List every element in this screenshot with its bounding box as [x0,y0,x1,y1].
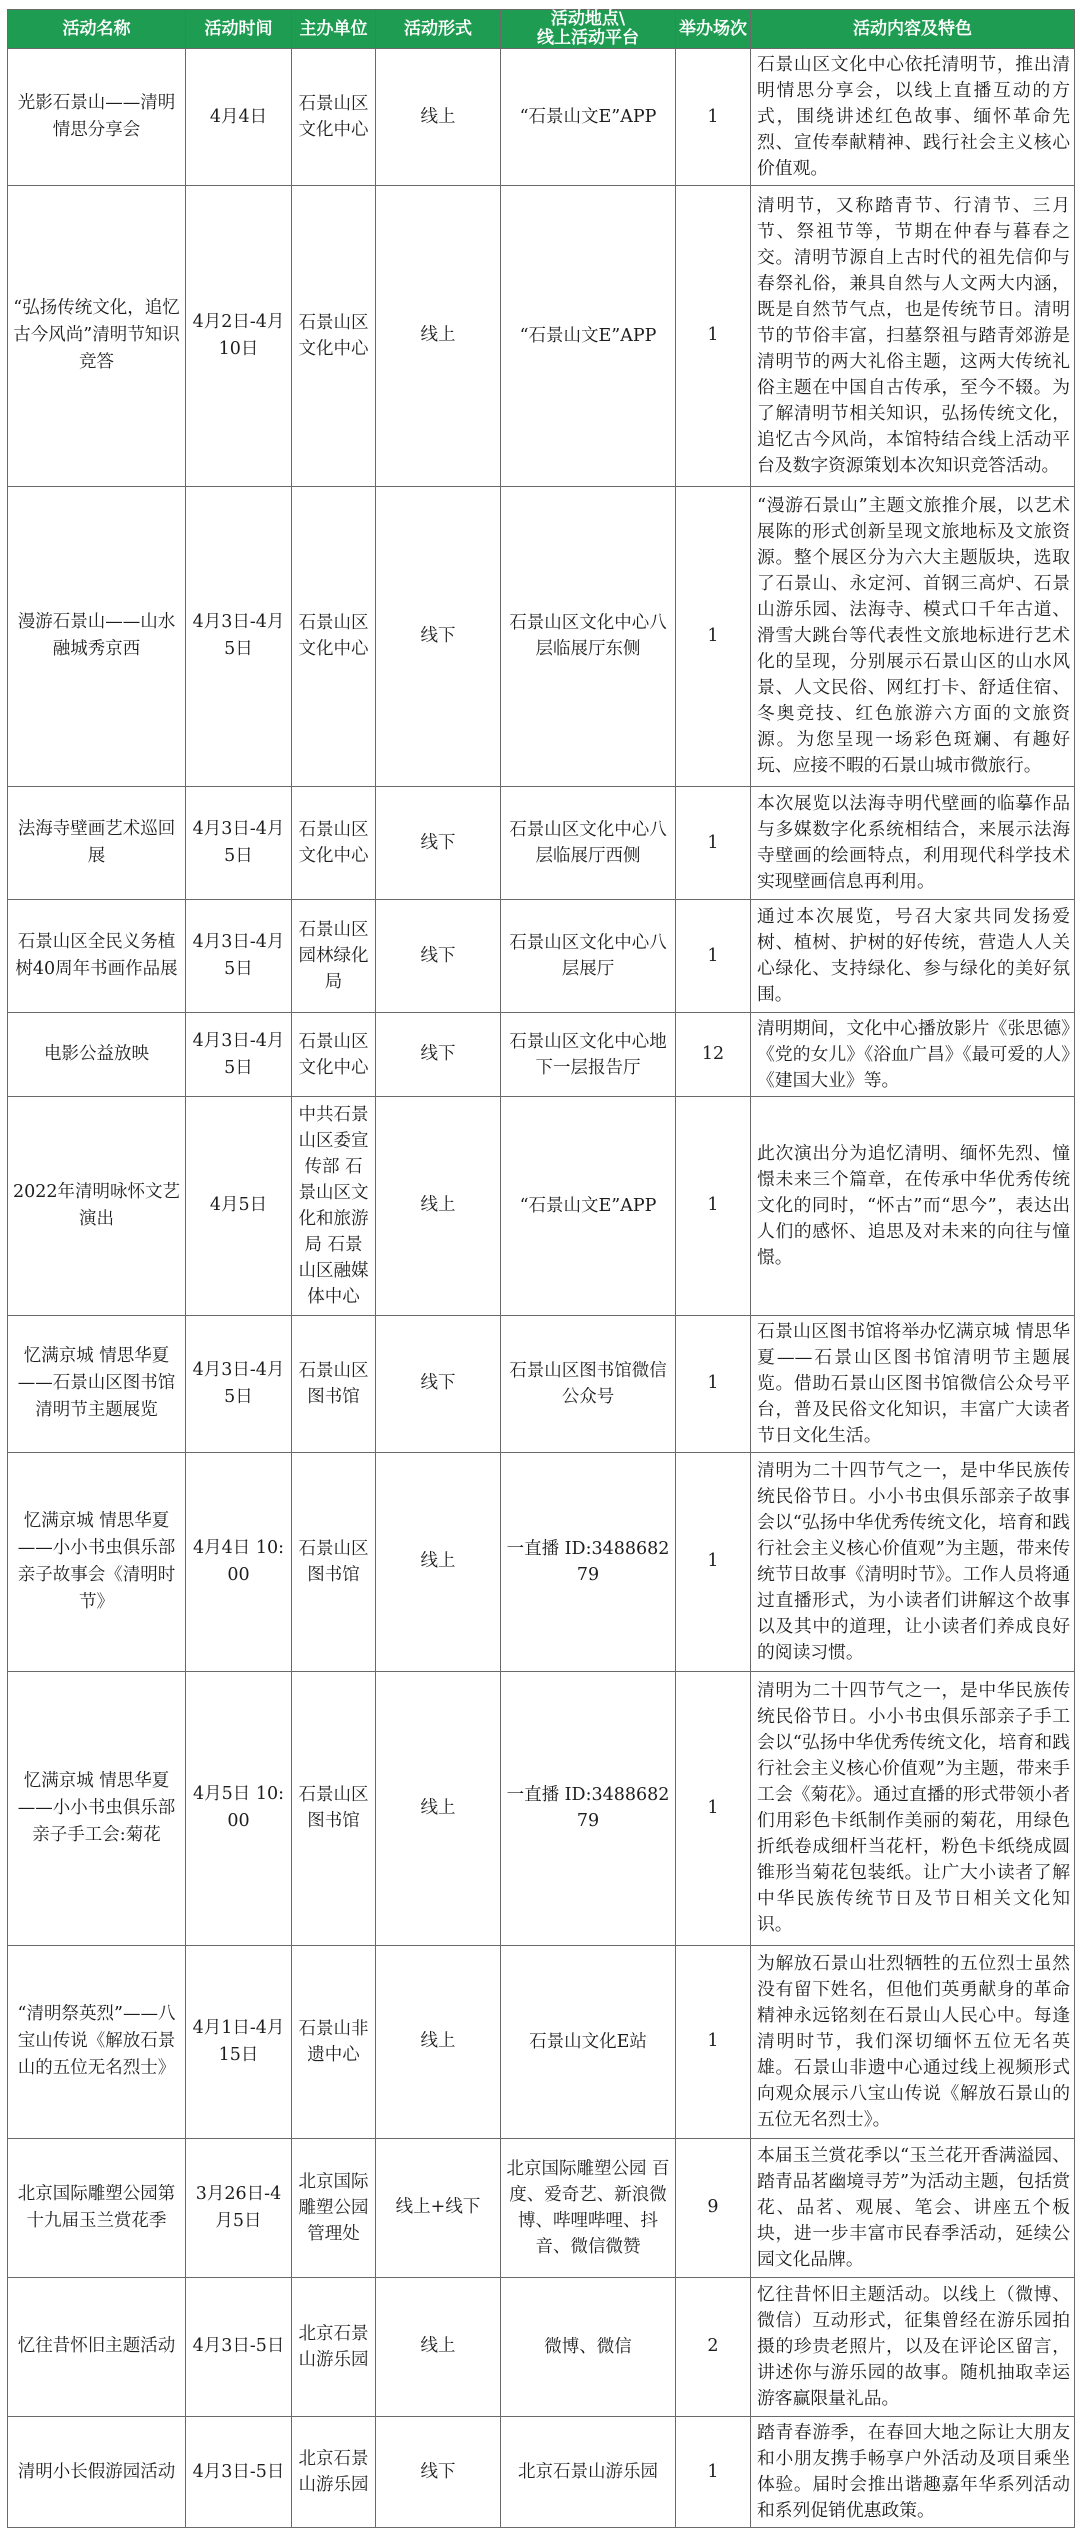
cell-venue: 石景山文化E站 [501,1945,676,2138]
table-row [8,2277,1075,2416]
cell-form: 线下 [376,900,501,1013]
cell-content: 本届玉兰赏花季以“玉兰花开香满溢园、踏青品茗幽境寻芳”为活动主题，包括赏花、品茗、观展、笔会、讲座五个板块，进一步丰富市民春季活动，延续公园文化品牌。 [751,2138,1075,2277]
header-count: 举办场次 [676,10,751,49]
cell-time: 4月3日-5日 [186,2417,292,2528]
cell-count: 1 [676,186,751,486]
cell-venue: “石景山文E”APP [501,1096,676,1315]
cell-name: 漫游石景山——山水融城秀京西 [8,486,186,786]
cell-content: 清明节，又称踏青节、行清节、三月节、祭祖节等，节期在仲春与暮春之交。清明节源自上古时代的祖先信仰与春祭礼俗，兼具自然与人文两大内涵，既是自然节气点，也是传统节日。清明节的节俗丰富，扫墓祭祖与踏青郊游是清明节的两大礼俗主题，这两大传统礼俗主题在中国自古传承，至今不辍。为了解清明节相关知识，弘扬传统文化，追忆古今风尚，本馆特结合线上活动平台及数字资源策划本次知识竞答活动。 [751,186,1075,486]
cell-time: 4月3日-4月5日 [186,1315,292,1452]
cell-content: 本次展览以法海寺明代壁画的临摹作品与多媒数字化系统相结合，来展示法海寺壁画的绘画特点，利用现代科学技术实现壁画信息再利用。 [751,787,1075,900]
cell-venue: 一直播 ID:348868279 [501,1452,676,1671]
cell-count: 1 [676,1315,751,1452]
table-row [8,1013,1075,1097]
cell-name: 2022年清明咏怀文艺演出 [8,1096,186,1315]
cell-content: “漫游石景山”主题文旅推介展，以艺术展陈的形式创新呈现文旅地标及文旅资源。整个展区分为六大主题版块，选取了石景山、永定河、首钢三高炉、石景山游乐园、法海寺、模式口千年古道、滑雪大跳台等代表性文旅地标进行艺术化的呈现，分别展示石景山区的山水风景、人文民俗、网红打卡、舒适住宿、冬奥竞技、红色旅游六方面的文旅资源。为您呈现一场彩色斑斓、有趣好玩、应接不暇的石景山城市微旅行。 [751,486,1075,786]
cell-form: 线上 [376,49,501,186]
table-row [8,787,1075,900]
cell-organizer: 石景山区图书馆 [292,1671,376,1945]
cell-content: 石景山区文化中心依托清明节，推出清明情思分享会，以线上直播互动的方式，围绕讲述红色故事、缅怀革命先烈、宣传奉献精神、践行社会主义核心价值观。 [751,49,1075,186]
header-venue: 活动地点\ 线上活动平台 [501,10,676,49]
cell-count: 1 [676,1671,751,1945]
cell-name: “清明祭英烈”——八宝山传说《解放石景山的五位无名烈士》 [8,1945,186,2138]
cell-venue: “石景山文E”APP [501,186,676,486]
cell-time: 4月2日-4月10日 [186,186,292,486]
cell-name: 忆往昔怀旧主题活动 [8,2277,186,2416]
cell-venue: 石景山区文化中心八层临展厅东侧 [501,486,676,786]
cell-count: 2 [676,2277,751,2416]
cell-venue: 微博、微信 [501,2277,676,2416]
cell-content: 清明为二十四节气之一，是中华民族传统民俗节日。小小书虫俱乐部亲子故事会以“弘扬中华优秀传统文化，培育和践行社会主义核心价值观”为主题，带来传统节日故事《清明时节》。工作人员将通过直播形式，为小读者们讲解这个故事以及其中的道理，让小读者们养成良好的阅读习惯。 [751,1452,1075,1671]
cell-time: 4月3日-4月5日 [186,486,292,786]
header-organizer: 主办单位 [292,10,376,49]
cell-time: 4月4日 [186,49,292,186]
cell-content: 通过本次展览，号召大家共同发扬爱树、植树、护树的好传统，营造人人关心绿化、支持绿化、参与绿化的美好氛围。 [751,900,1075,1013]
cell-count: 1 [676,787,751,900]
cell-form: 线上 [376,1096,501,1315]
table-row [8,186,1075,486]
cell-content: 清明期间，文化中心播放影片《张思德》《党的女儿》《浴血广昌》《最可爱的人》《建国大业》等。 [751,1013,1075,1097]
cell-name: “弘扬传统文化，追忆古今风尚”清明节知识竞答 [8,186,186,486]
cell-count: 1 [676,1096,751,1315]
cell-content: 石景山区图书馆将举办忆满京城 情思华夏——石景山区图书馆清明节主题展览。借助石景山区图书馆微信公众号平台，普及民俗文化知识，丰富广大读者节日文化生活。 [751,1315,1075,1452]
cell-organizer: 北京石景山游乐园 [292,2277,376,2416]
cell-form: 线上+线下 [376,2138,501,2277]
header-row [8,10,1075,49]
cell-form: 线下 [376,1315,501,1452]
header-name: 活动名称 [8,10,186,49]
cell-name: 忆满京城 情思华夏——小小书虫俱乐部亲子故事会《清明时节》 [8,1452,186,1671]
cell-content: 清明为二十四节气之一，是中华民族传统民俗节日。小小书虫俱乐部亲子手工会以“弘扬中华优秀传统文化，培育和践行社会主义核心价值观”为主题，带来手工会《菊花》。通过直播的形式带领小者们用彩色卡纸制作美丽的菊花，用绿色折纸卷成细杆当花杆，粉色卡纸绕成圆锥形当菊花包装纸。让广大小读者了解中华民族传统节日及节日相关文化知识。 [751,1671,1075,1945]
cell-name: 法海寺壁画艺术巡回展 [8,787,186,900]
table-row [8,900,1075,1013]
cell-name: 清明小长假游园活动 [8,2417,186,2528]
table-row [8,486,1075,786]
cell-organizer: 石景山非遗中心 [292,1945,376,2138]
table-row [8,2138,1075,2277]
cell-organizer: 中共石景山区委宣传部 石景山区文化和旅游局 石景山区融媒体中心 [292,1096,376,1315]
cell-time: 4月5日 [186,1096,292,1315]
cell-time: 4月3日-4月5日 [186,787,292,900]
cell-count: 1 [676,1452,751,1671]
cell-count: 9 [676,2138,751,2277]
cell-content: 忆往昔怀旧主题活动。以线上（微博、微信）互动形式，征集曾经在游乐园拍摄的珍贵老照片，以及在评论区留言，讲述你与游乐园的故事。随机抽取幸运游客赢限量礼品。 [751,2277,1075,2416]
cell-form: 线上 [376,1452,501,1671]
cell-organizer: 石景山区文化中心 [292,486,376,786]
cell-organizer: 石景山区图书馆 [292,1452,376,1671]
cell-name: 光影石景山——清明情思分享会 [8,49,186,186]
cell-organizer: 石景山区文化中心 [292,1013,376,1097]
cell-name: 石景山区全民义务植树40周年书画作品展 [8,900,186,1013]
cell-form: 线下 [376,1013,501,1097]
cell-form: 线下 [376,2417,501,2528]
table-row [8,1315,1075,1452]
cell-venue: 石景山区图书馆微信公众号 [501,1315,676,1452]
cell-count: 12 [676,1013,751,1097]
cell-venue: 石景山区文化中心八层展厅 [501,900,676,1013]
cell-name: 北京国际雕塑公园第十九届玉兰赏花季 [8,2138,186,2277]
cell-venue: “石景山文E”APP [501,49,676,186]
cell-form: 线上 [376,1671,501,1945]
cell-organizer: 石景山区文化中心 [292,49,376,186]
cell-venue: 一直播 ID:348868279 [501,1671,676,1945]
cell-form: 线上 [376,2277,501,2416]
cell-organizer: 石景山区文化中心 [292,186,376,486]
table-row [8,1671,1075,1945]
header-form: 活动形式 [376,10,501,49]
cell-organizer: 石景山区文化中心 [292,787,376,900]
cell-time: 4月3日-5日 [186,2277,292,2416]
cell-venue: 石景山区文化中心地下一层报告厅 [501,1013,676,1097]
cell-venue: 北京石景山游乐园 [501,2417,676,2528]
cell-count: 1 [676,486,751,786]
cell-count: 1 [676,49,751,186]
cell-form: 线下 [376,486,501,786]
cell-count: 1 [676,900,751,1013]
activity-table [7,9,1075,2528]
cell-name: 忆满京城 情思华夏——小小书虫俱乐部亲子手工会:菊花 [8,1671,186,1945]
cell-content: 此次演出分为追忆清明、缅怀先烈、憧憬未来三个篇章，在传承中华优秀传统文化的同时，“怀古”而“思今”，表达出人们的感怀、追思及对未来的向往与憧憬。 [751,1096,1075,1315]
cell-organizer: 北京石景山游乐园 [292,2417,376,2528]
cell-organizer: 北京国际雕塑公园管理处 [292,2138,376,2277]
cell-organizer: 石景山区园林绿化局 [292,900,376,1013]
table-row [8,1452,1075,1671]
cell-time: 4月4日 10:00 [186,1452,292,1671]
table-row [8,2417,1075,2528]
cell-name: 忆满京城 情思华夏——石景山区图书馆清明节主题展览 [8,1315,186,1452]
cell-venue: 石景山区文化中心八层临展厅西侧 [501,787,676,900]
cell-name: 电影公益放映 [8,1013,186,1097]
cell-form: 线下 [376,787,501,900]
cell-time: 3月26日-4月5日 [186,2138,292,2277]
table-row [8,1096,1075,1315]
cell-count: 1 [676,2417,751,2528]
cell-content: 踏青春游季，在春回大地之际让大朋友和小朋友携手畅享户外活动及项目乘坐体验。届时会推出谐趣嘉年华系列活动和系列促销优惠政策。 [751,2417,1075,2528]
cell-count: 1 [676,1945,751,2138]
table-row [8,1945,1075,2138]
cell-time: 4月3日-4月5日 [186,900,292,1013]
cell-form: 线上 [376,1945,501,2138]
cell-organizer: 石景山区图书馆 [292,1315,376,1452]
cell-time: 4月1日-4月15日 [186,1945,292,2138]
cell-time: 4月5日 10:00 [186,1671,292,1945]
header-content: 活动内容及特色 [751,10,1075,49]
cell-venue: 北京国际雕塑公园 百度、爱奇艺、新浪微博、哔哩哔哩、抖音、微信微赞 [501,2138,676,2277]
table-row [8,49,1075,186]
cell-form: 线上 [376,186,501,486]
header-time: 活动时间 [186,10,292,49]
cell-content: 为解放石景山壮烈牺牲的五位烈士虽然没有留下姓名，但他们英勇献身的革命精神永远铭刻在石景山人民心中。每逢清明时节，我们深切缅怀五位无名英雄。石景山非遗中心通过线上视频形式向观众展示八宝山传说《解放石景山的五位无名烈士》。 [751,1945,1075,2138]
cell-time: 4月3日-4月5日 [186,1013,292,1097]
